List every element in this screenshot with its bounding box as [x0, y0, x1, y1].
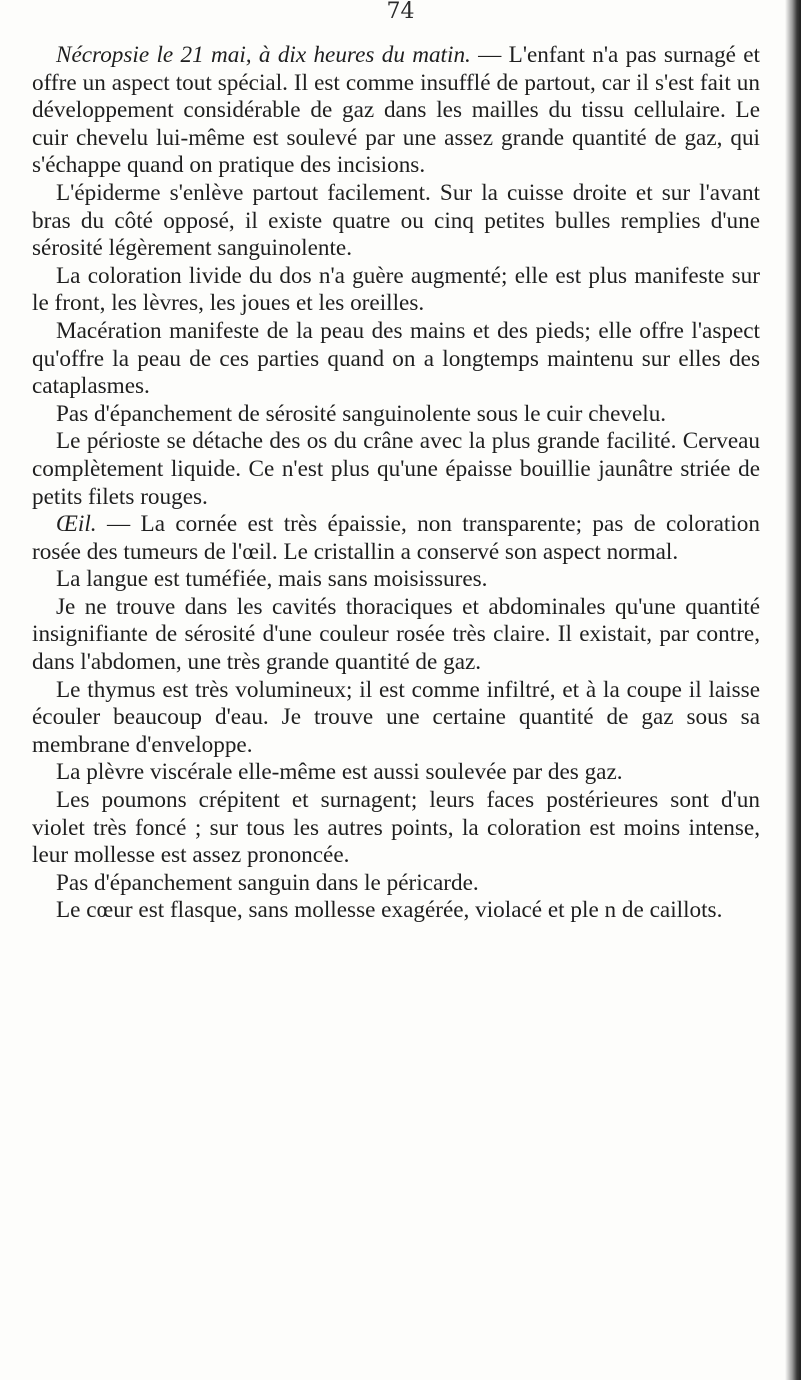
paragraph-lead: Nécropsie le 21 mai, à dix heures du matin. — [56, 42, 471, 68]
paragraph: La coloration livide du dos n'a guère augmenté; elle est plus manifeste sur le front, les lèvres, les joues et les oreilles. — [32, 262, 760, 317]
page-edge-shadow — [785, 0, 801, 1380]
paragraph: Je ne trouve dans les cavités thoraciques et abdominales qu'une quantité insignifiante de sérosité d'une couleur rosée très claire. Il existait, par contre, dans l'abdomen, une très grande quantité de gaz. — [32, 593, 760, 676]
paragraph-text: — L'enfant n'a pas surnagé et offre un aspect tout spécial. Il est comme insufflé de partout, car il s'est fait un développement considérable de gaz dans les mailles du tissu cellulaire. Le cuir chevelu lui-même est soulevé par une assez grande quantité de gaz, qui s'échappe quand on pratique des incisions. — [32, 42, 760, 179]
paragraph: Les poumons crépitent et surnagent; leurs faces postérieures sont d'un violet très foncé ; sur tous les autres points, la coloration est moins intense, leur mollesse est assez prononcée. — [32, 787, 760, 869]
paragraph: Le périoste se détache des os du crâne avec la plus grande facilité. Cerveau complètement liquide. Ce n'est plus qu'une épaisse bouillie jaunâtre striée de petits filets rouges. — [32, 428, 760, 510]
paragraph — [32, 511, 760, 566]
paragraph: Le cœur est flasque, sans mollesse exagérée, violacé et ple n de caillots. — [56, 897, 723, 924]
paragraph: La plèvre viscérale elle-même est aussi soulevée par des gaz. — [56, 759, 623, 786]
paragraph — [32, 42, 760, 180]
paragraph: L'épiderme s'enlève partout facilement. Sur la cuisse droite et sur l'avant bras du côté opposé, il existe quatre ou cinq petites bulles remplies d'une sérosité légèrement sanguinolente. — [32, 179, 760, 262]
body-text — [32, 42, 760, 925]
page-number: 74 — [386, 0, 415, 24]
paragraph: Pas d'épanchement de sérosité sanguinolente sous le cuir chevelu. — [56, 400, 667, 427]
paragraph: Macération manifeste de la peau des mains et des pieds; elle offre l'aspect qu'offre la peau de ces parties quand on a longtemps maintenu sur elles des cataplasmes. — [32, 317, 760, 400]
paragraph: La langue est tuméfiée, mais sans moisissures. — [56, 566, 488, 593]
paragraph-text: — La cornée est très épaissie, non transparente; pas de coloration rosée des tumeurs de l'œil. Le cristallin a conservé son aspect normal. — [32, 511, 760, 565]
paragraph-lead: Œil. — [56, 511, 97, 538]
paragraph: Le thymus est très volumineux; il est comme infiltré, et à la coupe il laisse écouler beaucoup d'eau. Je trouve une certaine quantité de gaz sous sa membrane d'enveloppe. — [32, 676, 760, 758]
paragraph: Pas d'épanchement sanguin dans le péricarde. — [56, 869, 479, 896]
